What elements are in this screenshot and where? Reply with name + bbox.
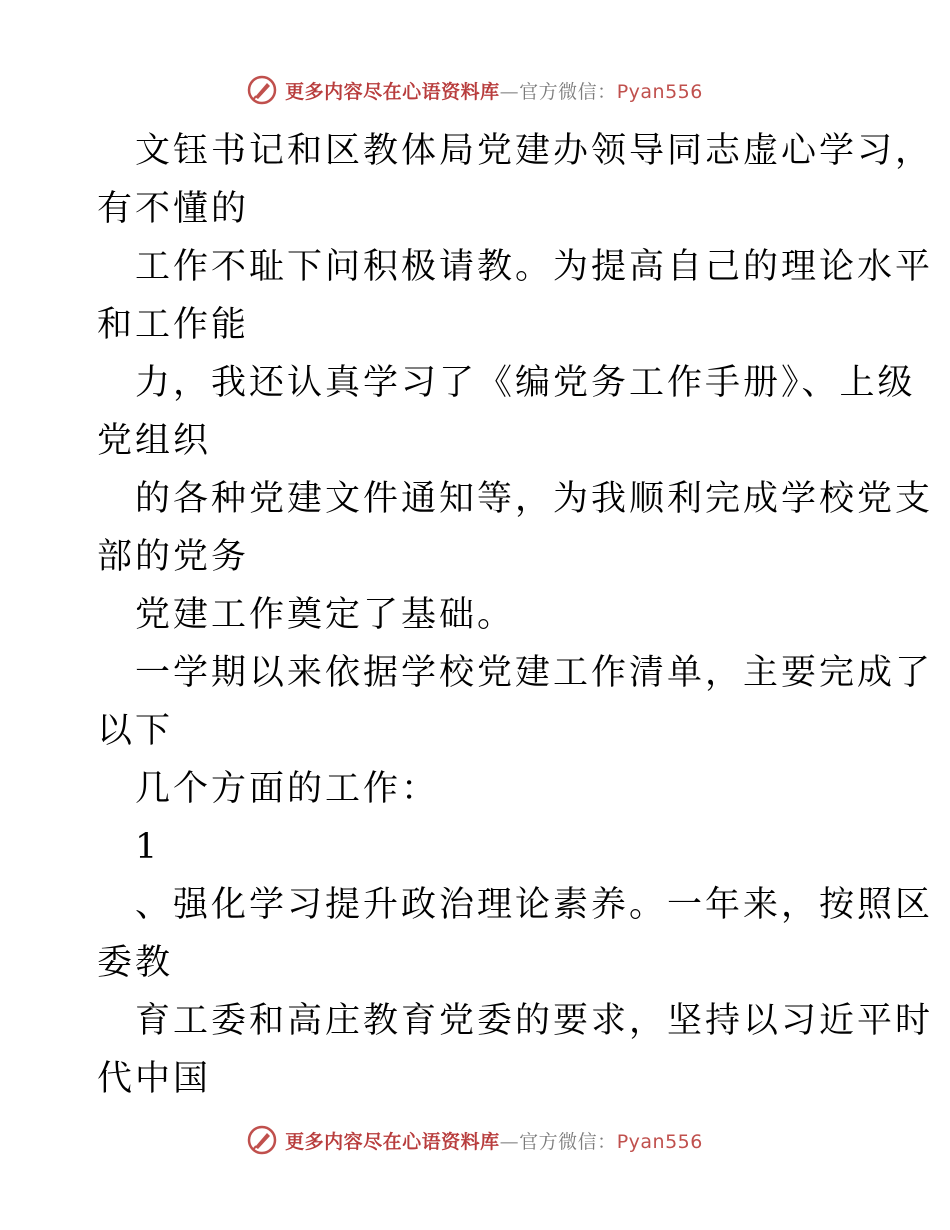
brand-text: 更多内容尽在心语资料库 <box>285 1130 500 1153</box>
text-line: 文钰书记和区教体局党建办领导同志虚心学习， <box>135 131 934 171</box>
text-line: 和工作能 <box>97 305 250 345</box>
text-line: 党组织 <box>97 421 212 461</box>
wechat-id: Pyan556 <box>616 1130 703 1153</box>
text-line: 代中国 <box>97 1059 212 1099</box>
quill-logo-icon <box>247 75 277 105</box>
wechat-label: 官方微信： <box>519 1130 617 1153</box>
text-line: 1 <box>135 827 161 867</box>
text-line: 部的党务 <box>97 537 250 577</box>
text-line: 几个方面的工作： <box>135 769 440 809</box>
document-body <box>97 122 934 1108</box>
text-line: 力，我还认真学习了《编党务工作手册》、上级 <box>135 363 916 403</box>
separator: — <box>499 80 520 103</box>
text-line: 的各种党建文件通知等，为我顺利完成学校党支 <box>135 479 934 519</box>
brand-text: 更多内容尽在心语资料库 <box>285 80 500 103</box>
wechat-label: 官方微信： <box>519 80 617 103</box>
text-line: 有不懂的 <box>97 189 250 229</box>
wechat-id: Pyan556 <box>616 80 703 103</box>
quill-logo-icon <box>247 1125 277 1155</box>
header-watermark <box>0 70 950 110</box>
header-watermark-text <box>285 77 703 104</box>
text-line: 党建工作奠定了基础。 <box>135 595 516 635</box>
text-line: 以下 <box>97 711 174 751</box>
text-line: 工作不耻下问积极请教。为提高自己的理论水平 <box>135 247 934 287</box>
text-line: 一学期以来依据学校党建工作清单，主要完成了 <box>135 653 934 693</box>
footer-watermark-text <box>285 1127 703 1154</box>
text-line: 委教 <box>97 943 174 983</box>
separator: — <box>499 1130 520 1153</box>
text-line: 育工委和高庄教育党委的要求，坚持以习近平时 <box>135 1001 934 1041</box>
footer-watermark <box>0 1120 950 1160</box>
text-line: 、强化学习提升政治理论素养。一年来，按照区 <box>135 885 934 925</box>
